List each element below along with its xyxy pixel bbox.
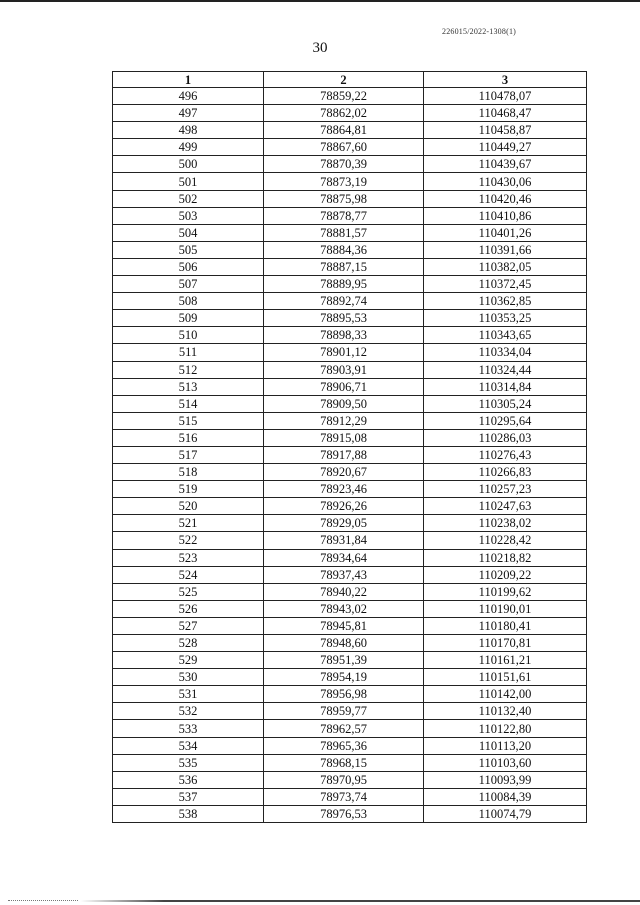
table-row [113,754,587,771]
table-row [113,378,587,395]
table-row [113,429,587,446]
x-coordinate-cell: 78937,43 [264,566,424,583]
table-row [113,600,587,617]
table-row [113,276,587,293]
point-number-cell: 525 [113,583,264,600]
y-coordinate-cell: 110343,65 [424,327,587,344]
x-coordinate-cell: 78956,98 [264,686,424,703]
y-coordinate-cell: 110238,02 [424,515,587,532]
y-coordinate-cell: 110266,83 [424,464,587,481]
table-row [113,88,587,105]
x-coordinate-cell: 78951,39 [264,652,424,669]
y-coordinate-cell: 110161,21 [424,652,587,669]
point-number-cell: 509 [113,310,264,327]
table-row [113,737,587,754]
x-coordinate-cell: 78929,05 [264,515,424,532]
y-coordinate-cell: 110314,84 [424,378,587,395]
x-coordinate-cell: 78901,12 [264,344,424,361]
y-coordinate-cell: 110449,27 [424,139,587,156]
y-coordinate-cell: 110410,86 [424,207,587,224]
x-coordinate-cell: 78906,71 [264,378,424,395]
y-coordinate-cell: 110305,24 [424,395,587,412]
page-number: 30 [312,40,328,56]
table-row [113,686,587,703]
point-number-cell: 500 [113,156,264,173]
table-row [113,258,587,275]
x-coordinate-cell: 78862,02 [264,105,424,122]
document-reference: 226015/2022-1308(1) [442,27,517,36]
y-coordinate-cell: 110353,25 [424,310,587,327]
y-coordinate-cell: 110276,43 [424,446,587,463]
y-coordinate-cell: 110209,22 [424,566,587,583]
x-coordinate-cell: 78889,95 [264,276,424,293]
y-coordinate-cell: 110190,01 [424,600,587,617]
table-row [113,566,587,583]
point-number-cell: 534 [113,737,264,754]
point-number-cell: 538 [113,805,264,822]
table-row [113,446,587,463]
table-row [113,788,587,805]
table-row [113,498,587,515]
table-row [113,327,587,344]
point-number-cell: 527 [113,617,264,634]
table-row [113,361,587,378]
point-number-cell: 504 [113,224,264,241]
point-number-cell: 511 [113,344,264,361]
x-coordinate-cell: 78873,19 [264,173,424,190]
point-number-cell: 537 [113,788,264,805]
y-coordinate-cell: 110084,39 [424,788,587,805]
y-coordinate-cell: 110401,26 [424,224,587,241]
point-number-cell: 510 [113,327,264,344]
table-row [113,395,587,412]
y-coordinate-cell: 110295,64 [424,412,587,429]
x-coordinate-cell: 78954,19 [264,669,424,686]
coordinates-table [112,71,587,823]
table-row [113,173,587,190]
table-row [113,310,587,327]
y-coordinate-cell: 110151,61 [424,669,587,686]
y-coordinate-cell: 110170,81 [424,635,587,652]
y-coordinate-cell: 110468,47 [424,105,587,122]
table-row [113,720,587,737]
y-coordinate-cell: 110132,40 [424,703,587,720]
x-coordinate-cell: 78884,36 [264,241,424,258]
point-number-cell: 522 [113,532,264,549]
x-coordinate-cell: 78875,98 [264,190,424,207]
point-number-cell: 499 [113,139,264,156]
x-coordinate-cell: 78864,81 [264,122,424,139]
x-coordinate-cell: 78926,26 [264,498,424,515]
point-number-cell: 529 [113,652,264,669]
x-coordinate-cell: 78915,08 [264,429,424,446]
x-coordinate-cell: 78973,74 [264,788,424,805]
x-coordinate-cell: 78959,77 [264,703,424,720]
column-header-3: 3 [424,72,587,88]
point-number-cell: 516 [113,429,264,446]
x-coordinate-cell: 78923,46 [264,481,424,498]
y-coordinate-cell: 110228,42 [424,532,587,549]
x-coordinate-cell: 78962,57 [264,720,424,737]
point-number-cell: 507 [113,276,264,293]
bottom-dotted-line [8,900,78,902]
y-coordinate-cell: 110247,63 [424,498,587,515]
table-row [113,224,587,241]
x-coordinate-cell: 78940,22 [264,583,424,600]
point-number-cell: 506 [113,258,264,275]
point-number-cell: 512 [113,361,264,378]
y-coordinate-cell: 110257,23 [424,481,587,498]
point-number-cell: 536 [113,771,264,788]
point-number-cell: 497 [113,105,264,122]
point-number-cell: 535 [113,754,264,771]
point-number-cell: 518 [113,464,264,481]
x-coordinate-cell: 78945,81 [264,617,424,634]
table-row [113,105,587,122]
point-number-cell: 523 [113,549,264,566]
x-coordinate-cell: 78920,67 [264,464,424,481]
y-coordinate-cell: 110113,20 [424,737,587,754]
table-row [113,207,587,224]
column-header-1: 1 [113,72,264,88]
y-coordinate-cell: 110334,04 [424,344,587,361]
table-row [113,703,587,720]
x-coordinate-cell: 78859,22 [264,88,424,105]
table-row [113,532,587,549]
point-number-cell: 519 [113,481,264,498]
x-coordinate-cell: 78943,02 [264,600,424,617]
point-number-cell: 502 [113,190,264,207]
y-coordinate-cell: 110420,46 [424,190,587,207]
y-coordinate-cell: 110439,67 [424,156,587,173]
table-row [113,412,587,429]
x-coordinate-cell: 78948,60 [264,635,424,652]
table-row [113,481,587,498]
y-coordinate-cell: 110074,79 [424,805,587,822]
table-row [113,344,587,361]
point-number-cell: 528 [113,635,264,652]
x-coordinate-cell: 78909,50 [264,395,424,412]
point-number-cell: 530 [113,669,264,686]
bottom-edge-rule [80,900,640,902]
table-body [113,88,587,823]
table-row [113,515,587,532]
table-row [113,156,587,173]
point-number-cell: 526 [113,600,264,617]
table-row [113,241,587,258]
point-number-cell: 533 [113,720,264,737]
y-coordinate-cell: 110458,87 [424,122,587,139]
point-number-cell: 517 [113,446,264,463]
table-row [113,771,587,788]
x-coordinate-cell: 78931,84 [264,532,424,549]
x-coordinate-cell: 78892,74 [264,293,424,310]
y-coordinate-cell: 110180,41 [424,617,587,634]
table-row [113,293,587,310]
x-coordinate-cell: 78965,36 [264,737,424,754]
x-coordinate-cell: 78878,77 [264,207,424,224]
y-coordinate-cell: 110382,05 [424,258,587,275]
y-coordinate-cell: 110362,85 [424,293,587,310]
table-row [113,122,587,139]
y-coordinate-cell: 110372,45 [424,276,587,293]
point-number-cell: 513 [113,378,264,395]
x-coordinate-cell: 78912,29 [264,412,424,429]
x-coordinate-cell: 78903,91 [264,361,424,378]
point-number-cell: 524 [113,566,264,583]
table-row [113,583,587,600]
x-coordinate-cell: 78870,39 [264,156,424,173]
point-number-cell: 515 [113,412,264,429]
x-coordinate-cell: 78934,64 [264,549,424,566]
x-coordinate-cell: 78976,53 [264,805,424,822]
table-header-row [113,72,587,88]
x-coordinate-cell: 78968,15 [264,754,424,771]
point-number-cell: 508 [113,293,264,310]
table-row [113,635,587,652]
y-coordinate-cell: 110103,60 [424,754,587,771]
table-row [113,190,587,207]
y-coordinate-cell: 110478,07 [424,88,587,105]
y-coordinate-cell: 110218,82 [424,549,587,566]
point-number-cell: 531 [113,686,264,703]
x-coordinate-cell: 78917,88 [264,446,424,463]
x-coordinate-cell: 78898,33 [264,327,424,344]
point-number-cell: 498 [113,122,264,139]
y-coordinate-cell: 110324,44 [424,361,587,378]
table-row [113,669,587,686]
x-coordinate-cell: 78970,95 [264,771,424,788]
y-coordinate-cell: 110199,62 [424,583,587,600]
point-number-cell: 514 [113,395,264,412]
table-row [113,139,587,156]
top-edge-rule [0,0,640,2]
y-coordinate-cell: 110391,66 [424,241,587,258]
table-row [113,549,587,566]
y-coordinate-cell: 110093,99 [424,771,587,788]
point-number-cell: 505 [113,241,264,258]
x-coordinate-cell: 78881,57 [264,224,424,241]
x-coordinate-cell: 78867,60 [264,139,424,156]
x-coordinate-cell: 78895,53 [264,310,424,327]
table-row [113,805,587,822]
column-header-2: 2 [264,72,424,88]
point-number-cell: 496 [113,88,264,105]
y-coordinate-cell: 110142,00 [424,686,587,703]
point-number-cell: 501 [113,173,264,190]
y-coordinate-cell: 110122,80 [424,720,587,737]
table-row [113,464,587,481]
point-number-cell: 520 [113,498,264,515]
y-coordinate-cell: 110430,06 [424,173,587,190]
x-coordinate-cell: 78887,15 [264,258,424,275]
point-number-cell: 503 [113,207,264,224]
point-number-cell: 521 [113,515,264,532]
table-row [113,617,587,634]
point-number-cell: 532 [113,703,264,720]
y-coordinate-cell: 110286,03 [424,429,587,446]
table-row [113,652,587,669]
